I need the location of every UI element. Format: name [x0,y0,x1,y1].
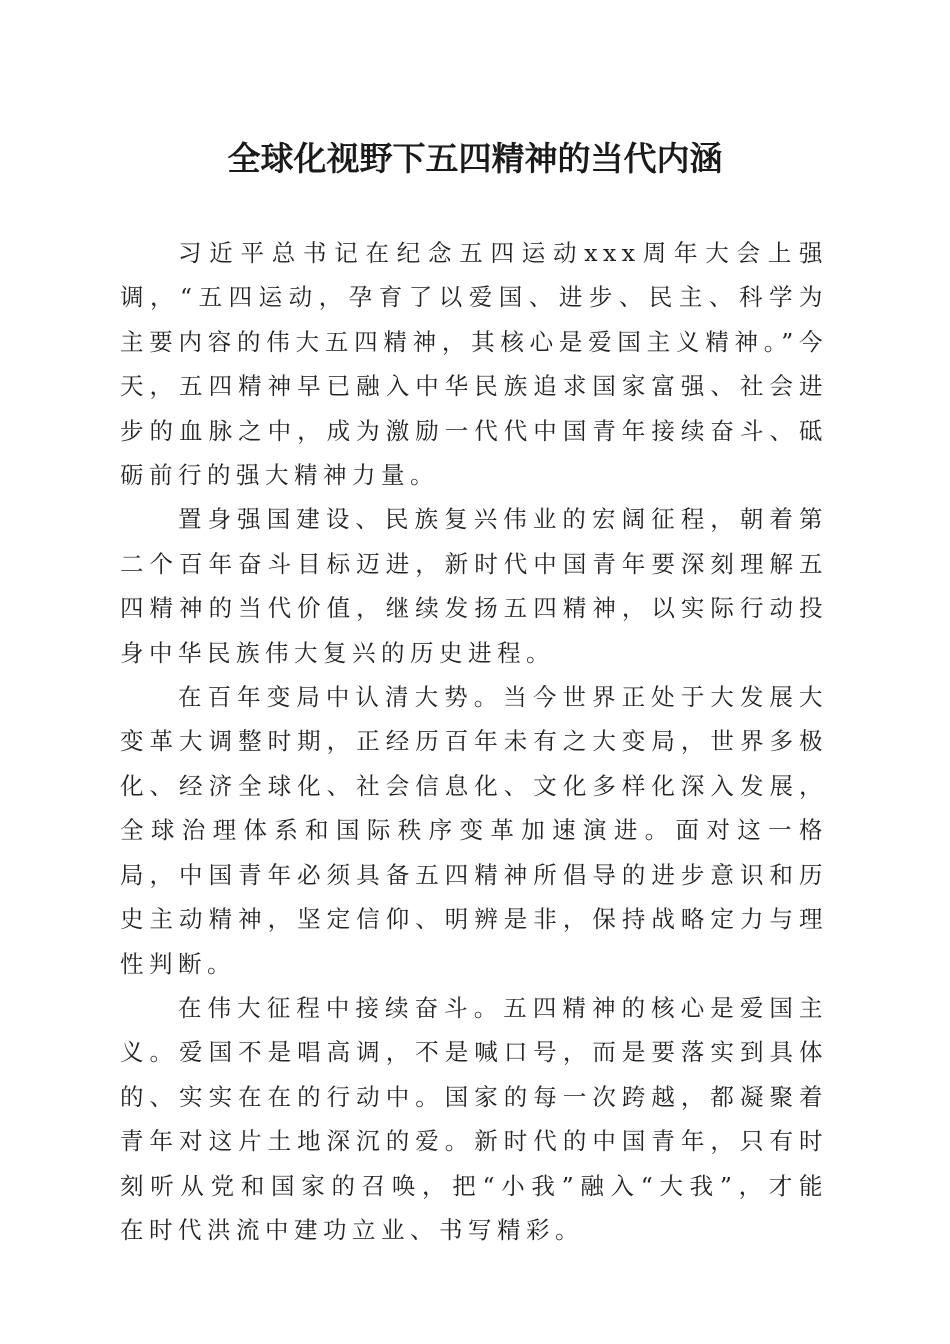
paragraph-3: 在百年变局中认清大势。当今世界正处于大发展大变革大调整时期，正经历百年未有之大变局，世界多极化、经济全球化、社会信息化、文化多样化深入发展，全球治理体系和国际秩序变革加速演进。面对这一格局，中国青年必须具备五四精神所倡导的进步意识和历史主动精神，坚定信仰、明辨是非，保持战略定力与理性判断。 [120,683,828,978]
paragraph-2: 置身强国建设、民族复兴伟业的宏阔征程，朝着第二个百年奋斗目标迈进，新时代中国青年要深刻理解五四精神的当代价值，继续发扬五四精神，以实际行动投身中华民族伟大复兴的历史进程。 [120,505,828,667]
paragraph-4: 在伟大征程中接续奋斗。五四精神的核心是爱国主义。爱国不是唱高调，不是喊口号，而是要落实到具体的、实实在在的行动中。国家的每一次跨越，都凝聚着青年对这片土地深沉的爱。新时代的中国青年，只有时刻听从党和国家的召唤，把“小我”融入“大我”，才能在时代洪流中建功立业、书写精彩。 [120,993,828,1244]
paragraph-1: 习近平总书记在纪念五四运动xxx周年大会上强调，“五四运动，孕育了以爱国、进步、民主、科学为主要内容的伟大五四精神，其核心是爱国主义精神。”今天，五四精神早已融入中华民族追求国家富强、社会进步的血脉之中，成为激励一代代中国青年接续奋斗、砥砺前行的强大精神力量。 [120,239,828,490]
document-title: 全球化视野下五四精神的当代内涵 [227,139,723,178]
document-body [120,231,828,1252]
